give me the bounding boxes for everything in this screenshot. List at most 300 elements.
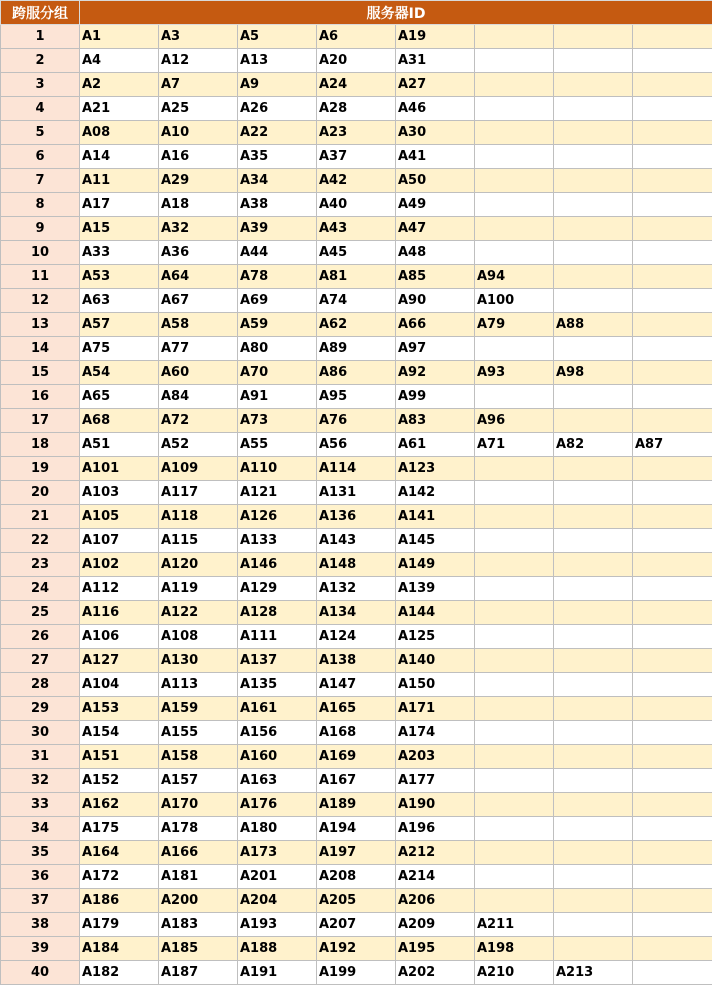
server-id-cell (475, 745, 554, 769)
server-id-cell: A110 (238, 457, 317, 481)
server-id-cell: A12 (159, 49, 238, 73)
group-number-cell: 6 (1, 145, 80, 169)
group-number-cell: 27 (1, 649, 80, 673)
server-id-cell (475, 793, 554, 817)
server-id-cell: A91 (238, 385, 317, 409)
table-row (1, 217, 712, 241)
server-id-cell: A101 (80, 457, 159, 481)
server-id-cell: A165 (317, 697, 396, 721)
server-id-cell: A135 (238, 673, 317, 697)
server-id-cell (633, 265, 712, 289)
server-id-cell (554, 49, 633, 73)
server-id-cell (633, 793, 712, 817)
server-id-cell (633, 73, 712, 97)
server-id-cell (633, 841, 712, 865)
server-id-cell: A92 (396, 361, 475, 385)
server-id-cell: A189 (317, 793, 396, 817)
server-id-cell (475, 481, 554, 505)
group-number-cell: 18 (1, 433, 80, 457)
group-number-cell: 37 (1, 889, 80, 913)
server-id-cell (633, 97, 712, 121)
server-id-cell: A148 (317, 553, 396, 577)
server-id-cell: A141 (396, 505, 475, 529)
group-number-cell: 20 (1, 481, 80, 505)
group-number-cell: 13 (1, 313, 80, 337)
server-id-cell: A64 (159, 265, 238, 289)
server-id-cell: A33 (80, 241, 159, 265)
server-id-cell: A36 (159, 241, 238, 265)
server-id-cell: A43 (317, 217, 396, 241)
server-id-cell: A16 (159, 145, 238, 169)
server-id-cell (554, 289, 633, 313)
server-id-cell: A202 (396, 961, 475, 985)
server-id-cell (475, 553, 554, 577)
server-id-cell (475, 337, 554, 361)
server-id-cell (633, 625, 712, 649)
server-id-cell: A86 (317, 361, 396, 385)
server-id-cell: A56 (317, 433, 396, 457)
server-id-cell: A69 (238, 289, 317, 313)
server-id-cell: A209 (396, 913, 475, 937)
server-id-cell: A179 (80, 913, 159, 937)
server-id-cell: A198 (475, 937, 554, 961)
group-number-cell: 1 (1, 25, 80, 49)
group-number-cell: 5 (1, 121, 80, 145)
server-id-cell: A41 (396, 145, 475, 169)
server-id-cell: A27 (396, 73, 475, 97)
server-id-cell (554, 121, 633, 145)
server-id-cell: A190 (396, 793, 475, 817)
server-id-cell: A74 (317, 289, 396, 313)
table-row (1, 457, 712, 481)
server-id-cell (475, 865, 554, 889)
server-id-cell (554, 553, 633, 577)
server-id-cell: A66 (396, 313, 475, 337)
group-number-cell: 34 (1, 817, 80, 841)
server-id-cell: A94 (475, 265, 554, 289)
server-id-cell: A4 (80, 49, 159, 73)
server-id-cell: A77 (159, 337, 238, 361)
server-id-cell: A98 (554, 361, 633, 385)
server-id-cell: A214 (396, 865, 475, 889)
server-id-cell: A157 (159, 769, 238, 793)
server-id-cell (633, 673, 712, 697)
server-id-cell: A63 (80, 289, 159, 313)
group-number-cell: 12 (1, 289, 80, 313)
server-id-cell: A71 (475, 433, 554, 457)
group-number-cell: 23 (1, 553, 80, 577)
table-row (1, 49, 712, 73)
group-number-cell: 28 (1, 673, 80, 697)
server-id-cell: A20 (317, 49, 396, 73)
server-id-cell: A34 (238, 169, 317, 193)
server-id-cell: A102 (80, 553, 159, 577)
table-row (1, 697, 712, 721)
server-id-cell (554, 673, 633, 697)
table-row (1, 721, 712, 745)
server-id-cell: A139 (396, 577, 475, 601)
server-id-cell (475, 697, 554, 721)
server-id-cell: A62 (317, 313, 396, 337)
group-number-cell: 19 (1, 457, 80, 481)
server-id-cell: A114 (317, 457, 396, 481)
table-row (1, 265, 712, 289)
server-id-cell: A138 (317, 649, 396, 673)
server-id-cell: A193 (238, 913, 317, 937)
server-id-cell: A26 (238, 97, 317, 121)
server-id-cell: A37 (317, 145, 396, 169)
server-id-cell: A85 (396, 265, 475, 289)
server-id-cell: A147 (317, 673, 396, 697)
server-id-cell: A106 (80, 625, 159, 649)
group-number-cell: 36 (1, 865, 80, 889)
server-id-cell: A82 (554, 433, 633, 457)
server-id-cell: A103 (80, 481, 159, 505)
server-id-cell: A47 (396, 217, 475, 241)
server-id-cell: A134 (317, 601, 396, 625)
server-id-cell: A194 (317, 817, 396, 841)
server-id-cell (554, 481, 633, 505)
server-id-cell: A51 (80, 433, 159, 457)
server-id-cell (554, 169, 633, 193)
table-row (1, 553, 712, 577)
server-id-cell: A177 (396, 769, 475, 793)
server-id-cell: A42 (317, 169, 396, 193)
server-id-cell (633, 289, 712, 313)
server-id-cell: A115 (159, 529, 238, 553)
server-id-cell: A88 (554, 313, 633, 337)
server-id-cell: A145 (396, 529, 475, 553)
group-number-cell: 9 (1, 217, 80, 241)
server-id-cell: A210 (475, 961, 554, 985)
server-id-cell: A99 (396, 385, 475, 409)
server-id-cell (554, 721, 633, 745)
server-id-cell: A104 (80, 673, 159, 697)
server-id-cell: A153 (80, 697, 159, 721)
server-id-cell (554, 577, 633, 601)
server-id-cell: A84 (159, 385, 238, 409)
table-row (1, 625, 712, 649)
server-id-cell: A32 (159, 217, 238, 241)
server-id-cell: A161 (238, 697, 317, 721)
server-id-cell: A136 (317, 505, 396, 529)
server-id-cell (475, 577, 554, 601)
server-id-cell: A65 (80, 385, 159, 409)
server-id-cell: A127 (80, 649, 159, 673)
server-id-cell: A105 (80, 505, 159, 529)
server-id-cell: A6 (317, 25, 396, 49)
server-id-cell: A58 (159, 313, 238, 337)
server-id-cell (475, 121, 554, 145)
server-id-cell: A166 (159, 841, 238, 865)
server-id-cell: A187 (159, 961, 238, 985)
server-id-cell: A72 (159, 409, 238, 433)
server-id-cell (475, 193, 554, 217)
server-id-cell (554, 145, 633, 169)
server-id-cell (633, 193, 712, 217)
server-id-cell (554, 865, 633, 889)
table-row (1, 793, 712, 817)
server-id-cell (633, 121, 712, 145)
server-id-cell: A109 (159, 457, 238, 481)
server-id-cell: A160 (238, 745, 317, 769)
server-id-cell (554, 601, 633, 625)
table-row (1, 433, 712, 457)
server-id-cell: A188 (238, 937, 317, 961)
server-id-cell: A146 (238, 553, 317, 577)
group-number-cell: 30 (1, 721, 80, 745)
server-id-cell: A130 (159, 649, 238, 673)
server-id-cell: A142 (396, 481, 475, 505)
server-id-cell: A30 (396, 121, 475, 145)
server-id-cell (475, 841, 554, 865)
server-id-cell: A15 (80, 217, 159, 241)
server-id-cell (475, 49, 554, 73)
server-id-cell: A128 (238, 601, 317, 625)
table-row (1, 505, 712, 529)
table-row (1, 25, 712, 49)
server-id-cell: A186 (80, 889, 159, 913)
server-id-cell: A08 (80, 121, 159, 145)
server-id-cell (475, 73, 554, 97)
server-id-cell (475, 769, 554, 793)
group-number-cell: 10 (1, 241, 80, 265)
server-id-cell: A96 (475, 409, 554, 433)
server-id-cell (554, 769, 633, 793)
server-id-cell (633, 241, 712, 265)
server-id-cell: A211 (475, 913, 554, 937)
server-id-cell: A207 (317, 913, 396, 937)
server-id-cell: A143 (317, 529, 396, 553)
server-id-cell (554, 841, 633, 865)
server-id-cell (633, 817, 712, 841)
server-id-cell (554, 457, 633, 481)
group-number-cell: 15 (1, 361, 80, 385)
table-row (1, 817, 712, 841)
server-id-cell: A116 (80, 601, 159, 625)
server-id-column-header: 服务器ID (80, 1, 712, 25)
server-id-cell (554, 73, 633, 97)
server-id-cell (475, 889, 554, 913)
server-id-cell: A197 (317, 841, 396, 865)
group-number-cell: 14 (1, 337, 80, 361)
server-id-cell (554, 913, 633, 937)
server-id-cell: A13 (238, 49, 317, 73)
group-number-cell: 7 (1, 169, 80, 193)
server-id-cell: A156 (238, 721, 317, 745)
server-id-cell (633, 577, 712, 601)
server-id-cell: A150 (396, 673, 475, 697)
server-id-cell: A67 (159, 289, 238, 313)
server-id-cell: A176 (238, 793, 317, 817)
server-id-cell: A137 (238, 649, 317, 673)
server-id-cell (554, 97, 633, 121)
table-row (1, 577, 712, 601)
server-id-cell (633, 169, 712, 193)
server-id-cell: A81 (317, 265, 396, 289)
server-id-cell: A129 (238, 577, 317, 601)
server-id-cell: A31 (396, 49, 475, 73)
server-id-cell (554, 337, 633, 361)
server-id-cell: A29 (159, 169, 238, 193)
group-number-cell: 26 (1, 625, 80, 649)
server-id-cell: A208 (317, 865, 396, 889)
server-id-cell: A39 (238, 217, 317, 241)
server-id-cell: A87 (633, 433, 712, 457)
server-id-cell (554, 745, 633, 769)
table-row (1, 961, 712, 985)
server-id-cell: A1 (80, 25, 159, 49)
server-id-cell: A199 (317, 961, 396, 985)
server-id-cell: A132 (317, 577, 396, 601)
group-number-cell: 38 (1, 913, 80, 937)
server-id-cell: A159 (159, 697, 238, 721)
server-id-cell (633, 937, 712, 961)
server-id-cell: A45 (317, 241, 396, 265)
server-id-cell (475, 25, 554, 49)
table-row (1, 313, 712, 337)
table-row (1, 769, 712, 793)
server-id-cell: A54 (80, 361, 159, 385)
server-id-cell: A117 (159, 481, 238, 505)
server-id-cell: A121 (238, 481, 317, 505)
server-id-cell: A204 (238, 889, 317, 913)
server-id-cell: A28 (317, 97, 396, 121)
server-id-cell (633, 889, 712, 913)
table-row (1, 937, 712, 961)
table-row (1, 481, 712, 505)
server-id-cell: A68 (80, 409, 159, 433)
server-id-cell: A89 (317, 337, 396, 361)
server-id-cell (633, 529, 712, 553)
server-id-cell: A192 (317, 937, 396, 961)
server-id-cell: A174 (396, 721, 475, 745)
server-id-cell (633, 745, 712, 769)
server-id-cell: A205 (317, 889, 396, 913)
server-id-cell: A95 (317, 385, 396, 409)
table-row (1, 649, 712, 673)
server-id-cell (554, 529, 633, 553)
group-number-cell: 35 (1, 841, 80, 865)
server-id-cell: A119 (159, 577, 238, 601)
server-id-cell: A59 (238, 313, 317, 337)
server-id-cell (475, 241, 554, 265)
table-row (1, 73, 712, 97)
server-id-cell: A144 (396, 601, 475, 625)
server-id-cell: A164 (80, 841, 159, 865)
server-id-cell: A100 (475, 289, 554, 313)
server-id-cell: A158 (159, 745, 238, 769)
table-row (1, 745, 712, 769)
server-id-cell (633, 721, 712, 745)
server-id-cell: A49 (396, 193, 475, 217)
server-id-cell (633, 217, 712, 241)
server-id-cell: A168 (317, 721, 396, 745)
server-id-cell: A60 (159, 361, 238, 385)
server-id-cell (554, 241, 633, 265)
group-number-cell: 21 (1, 505, 80, 529)
server-id-cell: A196 (396, 817, 475, 841)
server-id-cell (633, 505, 712, 529)
table-row (1, 913, 712, 937)
server-id-cell: A79 (475, 313, 554, 337)
server-id-cell: A154 (80, 721, 159, 745)
table-row (1, 841, 712, 865)
server-id-cell: A25 (159, 97, 238, 121)
server-id-cell: A22 (238, 121, 317, 145)
table-row (1, 145, 712, 169)
server-id-cell (633, 409, 712, 433)
server-id-cell: A185 (159, 937, 238, 961)
server-id-cell: A167 (317, 769, 396, 793)
group-number-cell: 17 (1, 409, 80, 433)
server-id-cell: A140 (396, 649, 475, 673)
server-id-cell: A108 (159, 625, 238, 649)
server-id-cell (633, 337, 712, 361)
server-id-cell: A5 (238, 25, 317, 49)
server-id-cell (475, 601, 554, 625)
server-id-cell (475, 721, 554, 745)
server-id-cell (475, 145, 554, 169)
server-id-cell: A195 (396, 937, 475, 961)
server-id-cell: A78 (238, 265, 317, 289)
server-id-cell (475, 673, 554, 697)
table-row (1, 97, 712, 121)
group-number-cell: 16 (1, 385, 80, 409)
table-row (1, 289, 712, 313)
group-number-cell: 22 (1, 529, 80, 553)
group-number-cell: 29 (1, 697, 80, 721)
server-id-cell (475, 529, 554, 553)
server-id-cell: A120 (159, 553, 238, 577)
server-id-cell: A181 (159, 865, 238, 889)
server-id-cell: A180 (238, 817, 317, 841)
server-id-cell (475, 649, 554, 673)
table-row (1, 673, 712, 697)
server-id-cell: A97 (396, 337, 475, 361)
group-number-cell: 8 (1, 193, 80, 217)
server-id-cell (554, 937, 633, 961)
group-number-cell: 3 (1, 73, 80, 97)
server-id-cell (475, 217, 554, 241)
server-id-cell (554, 793, 633, 817)
group-number-cell: 39 (1, 937, 80, 961)
server-id-cell: A112 (80, 577, 159, 601)
server-id-cell: A178 (159, 817, 238, 841)
group-number-cell: 40 (1, 961, 80, 985)
table-body (1, 25, 712, 985)
table-row (1, 169, 712, 193)
server-id-cell: A23 (317, 121, 396, 145)
server-id-cell (554, 649, 633, 673)
server-id-cell (554, 817, 633, 841)
server-id-cell: A152 (80, 769, 159, 793)
server-id-cell: A11 (80, 169, 159, 193)
server-id-cell: A80 (238, 337, 317, 361)
server-id-cell (475, 505, 554, 529)
table-row (1, 385, 712, 409)
group-number-cell: 24 (1, 577, 80, 601)
server-id-cell: A182 (80, 961, 159, 985)
server-id-cell (633, 601, 712, 625)
server-id-cell (554, 193, 633, 217)
server-id-cell (554, 385, 633, 409)
server-id-cell: A155 (159, 721, 238, 745)
group-number-cell: 2 (1, 49, 80, 73)
server-id-cell: A3 (159, 25, 238, 49)
server-id-cell: A46 (396, 97, 475, 121)
server-id-cell (633, 481, 712, 505)
